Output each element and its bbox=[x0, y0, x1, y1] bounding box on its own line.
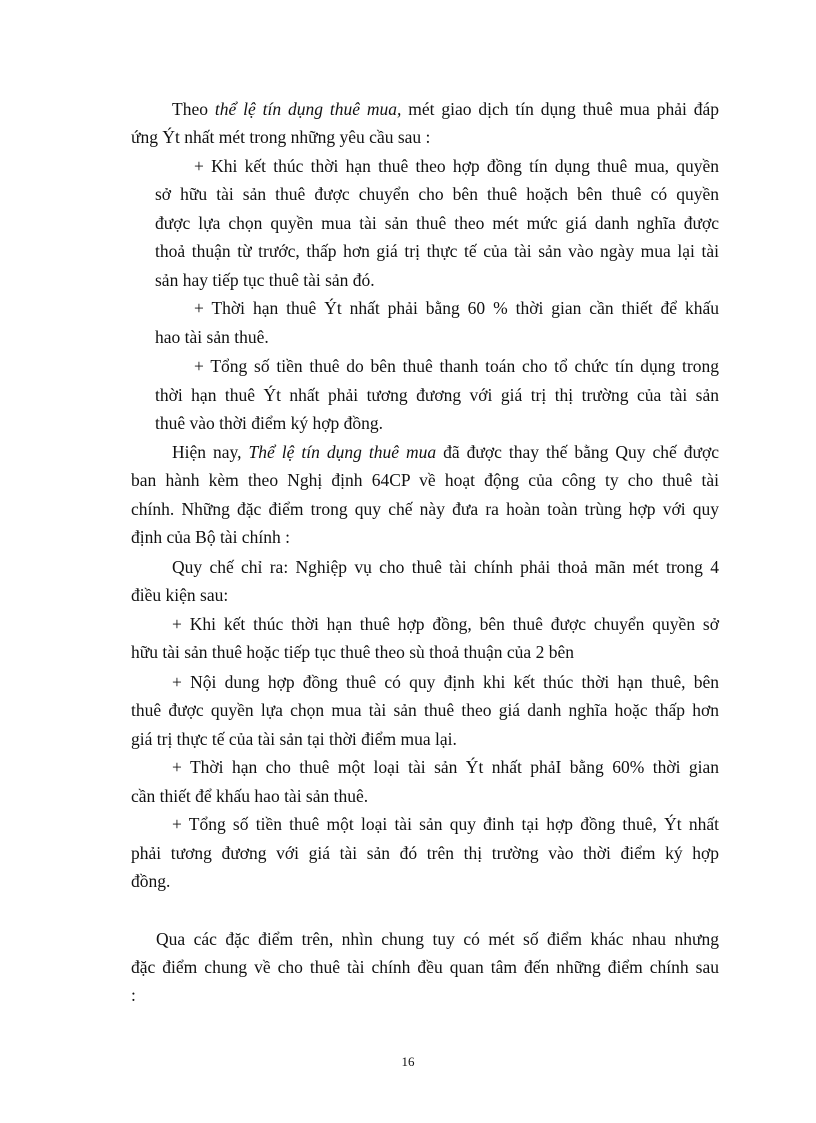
paragraph-3-line-2: điều kiện sau: bbox=[131, 585, 229, 605]
paragraph-2-line-1 bbox=[172, 440, 719, 464]
text-span: Theo bbox=[172, 99, 215, 119]
page-number: 16 bbox=[401, 1054, 415, 1069]
italic-title: Thể lệ tín dụng thuê mua bbox=[248, 442, 437, 462]
bullet-3-line-2: thời hạn thuê Ýt nhất phải tương đương với giá trị thị trường của tài sản bbox=[155, 385, 719, 405]
condition-4-line-1: + Tổng số tiền thuê một loại tài sản quy đinh tại hợp đồng thuê, Ýt nhất bbox=[172, 814, 719, 834]
bullet-1-line-1: + Khi kết thúc thời hạn thuê theo hợp đồng tín dụng thuê mua, quyền bbox=[194, 156, 719, 176]
condition-2-line-2: thuê được quyền lựa chọn mua tài sản thuê theo giá danh nghĩa hoặc thấp hơn bbox=[131, 700, 719, 720]
bullet-1-line-3: được lựa chọn quyền mua tài sản thuê theo mét mức giá danh nghĩa được bbox=[155, 213, 719, 233]
bullet-3-line-3: thuê vào thời điểm ký hợp đồng. bbox=[155, 413, 383, 433]
paragraph-2-line-3: chính. Những đặc điểm trong quy chế này đưa ra hoàn toàn trùng hợp với quy bbox=[131, 499, 719, 519]
paragraph-2-line-4: định của Bộ tài chính : bbox=[131, 527, 290, 547]
condition-3-line-1: + Thời hạn cho thuê một loại tài sản Ýt nhất phảI bằng 60% thời gian bbox=[172, 757, 719, 777]
paragraph-1-line-2: ứng Ýt nhất mét trong những yêu cầu sau : bbox=[131, 127, 431, 147]
condition-2-line-1: + Nội dung hợp đồng thuê có quy định khi kết thúc thời hạn thuê, bên bbox=[172, 672, 719, 692]
bullet-3-line-1: + Tổng số tiền thuê do bên thuê thanh toán cho tổ chức tín dụng trong bbox=[194, 356, 719, 376]
condition-1-line-1: + Khi kết thúc thời hạn thuê hợp đồng, bên thuê được chuyển quyền sở bbox=[172, 614, 719, 634]
paragraph-2-line-2: ban hành kèm theo Nghị định 64CP về hoạt động của công ty cho thuê tài bbox=[131, 470, 719, 490]
condition-3-line-2: cần thiết để khấu hao tài sản thuê. bbox=[131, 786, 369, 806]
text-span: mét giao dịch tín dụng thuê mua phải đáp bbox=[401, 99, 719, 119]
condition-2-line-3: giá trị thực tế của tài sản tại thời điểm mua lại. bbox=[131, 729, 457, 749]
bullet-1-line-4: thoả thuận từ trước, thấp hơn giá trị thực tế của tài sản vào ngày mua lại tài bbox=[155, 241, 719, 261]
paragraph-4-line-2: đặc điểm chung về cho thuê tài chính đều quan tâm đến những điểm chính sau bbox=[131, 957, 719, 977]
bullet-1-line-2: sở hữu tài sản thuê được chuyển cho bên thuê hoặch bên thuê có quyền bbox=[155, 184, 719, 204]
italic-title: thể lệ tín dụng thuê mua, bbox=[214, 99, 402, 119]
text-span: đã được thay thế bằng Quy chế được bbox=[436, 442, 719, 462]
paragraph-3-line-1: Quy chế chỉ ra: Nghiệp vụ cho thuê tài chính phải thoả mãn mét trong 4 bbox=[172, 557, 719, 577]
paragraph-1-line-1 bbox=[172, 97, 719, 121]
paragraph-4-line-3: : bbox=[131, 985, 136, 1005]
condition-4-line-3: đồng. bbox=[131, 871, 171, 891]
condition-4-line-2: phải tương đương với giá tài sản đó trên thị trường vào thời điểm ký hợp bbox=[131, 843, 719, 863]
bullet-1-line-5: sản hay tiếp tục thuê tài sản đó. bbox=[155, 270, 375, 290]
bullet-2-line-1: + Thời hạn thuê Ýt nhất phải bằng 60 % thời gian cần thiết để khấu bbox=[194, 298, 719, 318]
bullet-2-line-2: hao tài sản thuê. bbox=[155, 327, 269, 347]
text-span: Hiện nay, bbox=[172, 442, 249, 462]
condition-1-line-2: hữu tài sản thuê hoặc tiếp tục thuê theo sù thoả thuận của 2 bên bbox=[131, 642, 574, 662]
paragraph-4-line-1: Qua các đặc điểm trên, nhìn chung tuy có mét số điểm khác nhau nhưng bbox=[156, 929, 719, 949]
